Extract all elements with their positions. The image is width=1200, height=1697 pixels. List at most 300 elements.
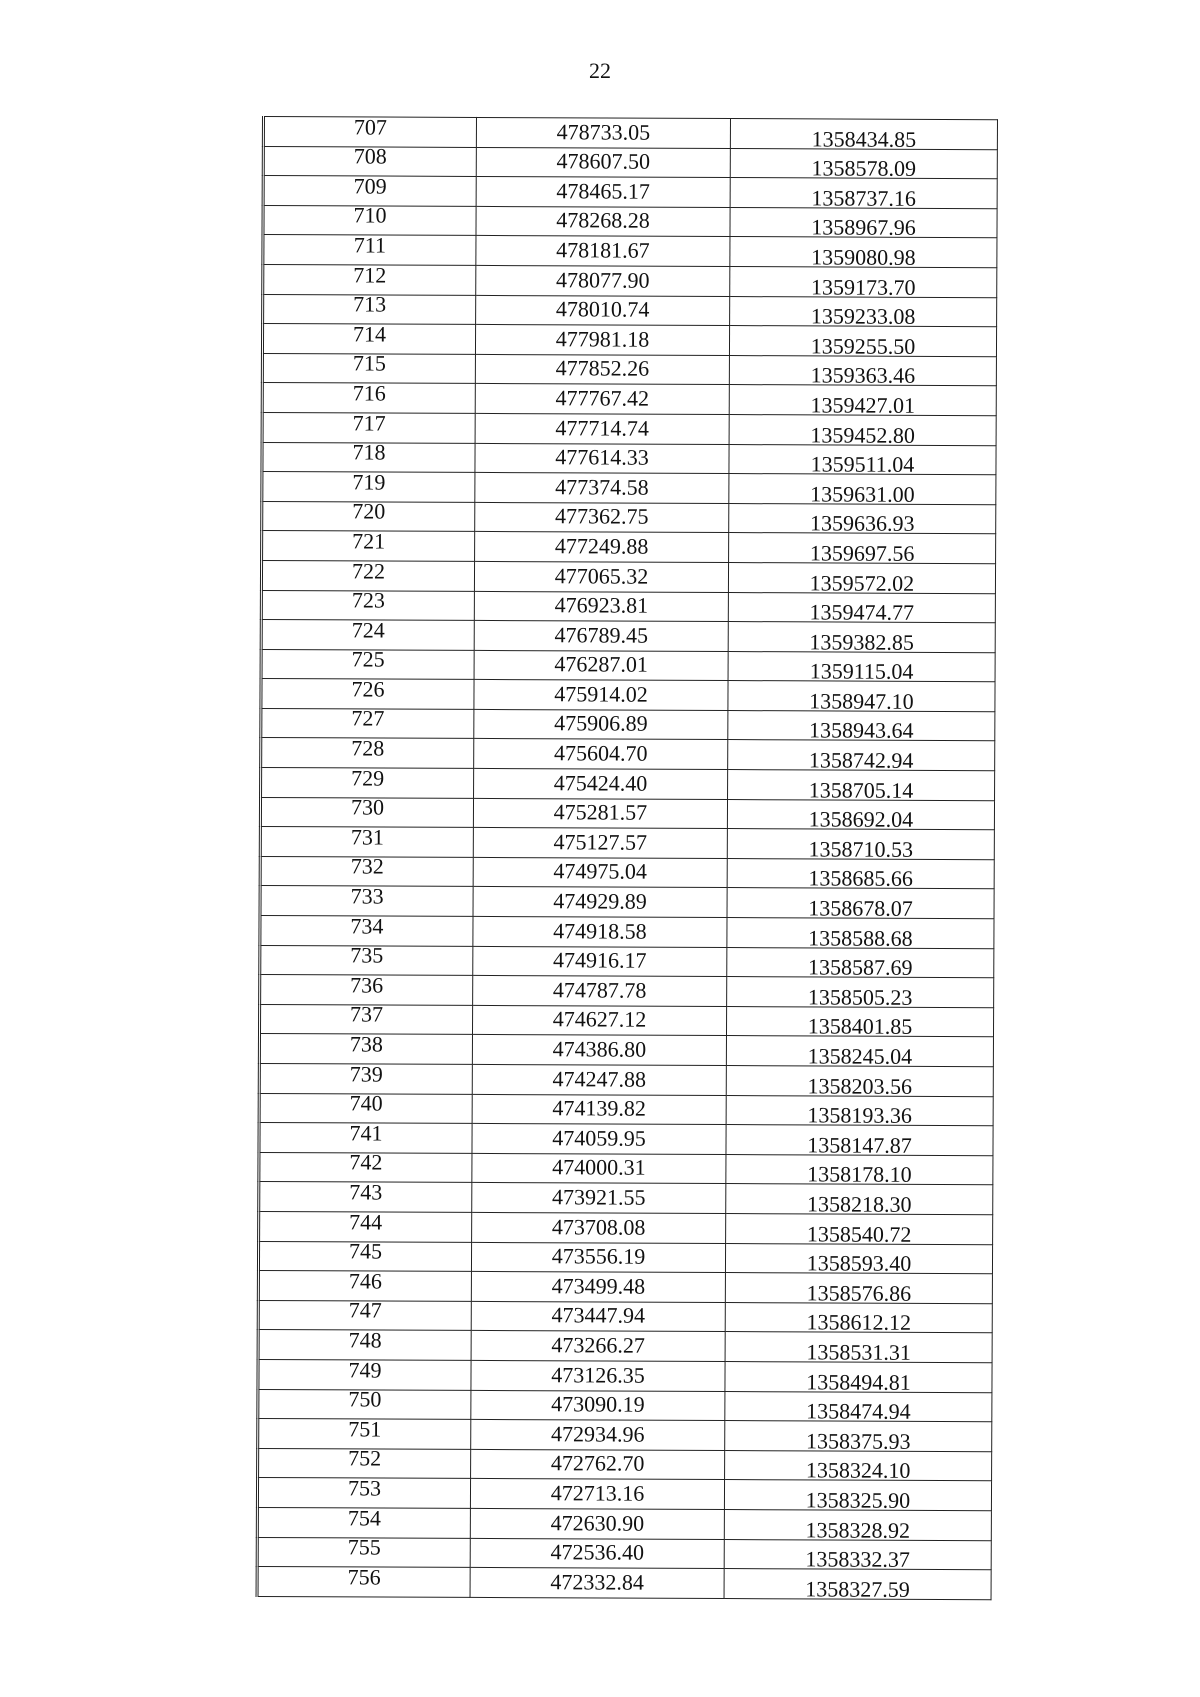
x-coordinate-cell [472, 1124, 726, 1155]
cell-text: 1359233.08 [810, 303, 916, 330]
x-coordinate-cell [472, 1094, 726, 1125]
y-coordinate-cell [724, 1509, 991, 1543]
x-coordinate-cell [471, 1272, 725, 1303]
cell-text: 1358178.10 [807, 1161, 912, 1188]
point-number-cell [262, 439, 475, 473]
point-number-cell [263, 173, 476, 207]
point-number-cell [261, 557, 474, 591]
cell-text: 1358505.23 [807, 984, 913, 1010]
x-coordinate-cell [470, 1538, 724, 1569]
point-number-cell [260, 972, 473, 1006]
cell-text: 478465.17 [556, 178, 650, 204]
x-coordinate-cell [471, 1390, 725, 1421]
x-coordinate-cell [473, 976, 727, 1007]
point-number-cell [260, 794, 473, 828]
cell-text: 476287.01 [554, 651, 648, 677]
cell-text: 747 [348, 1297, 382, 1323]
x-coordinate-cell [472, 1212, 726, 1243]
cell-text: 1358576.86 [806, 1280, 912, 1306]
cell-text: 473090.19 [551, 1391, 645, 1417]
cell-text: 478268.28 [556, 207, 650, 234]
y-coordinate-cell [726, 1036, 993, 1067]
cell-text: 742 [349, 1149, 383, 1175]
x-coordinate-cell [471, 1331, 725, 1362]
point-number-cell [260, 853, 473, 887]
point-number-cell [257, 1504, 470, 1538]
point-number-cell [259, 1031, 472, 1065]
cell-text: 740 [349, 1090, 383, 1116]
y-coordinate-cell [724, 1480, 991, 1511]
point-number-cell [258, 1327, 471, 1361]
y-coordinate-cell [727, 858, 994, 892]
cell-text: 724 [351, 617, 385, 643]
cell-text: 1358328.92 [805, 1516, 911, 1543]
point-number-cell [259, 1060, 472, 1094]
point-number-cell [261, 617, 474, 651]
x-coordinate-cell [475, 354, 729, 385]
x-coordinate-cell [471, 1420, 725, 1451]
cell-text: 751 [348, 1416, 382, 1442]
cell-text: 1358332.37 [805, 1546, 911, 1572]
x-coordinate-cell [473, 946, 727, 977]
cell-text: 473447.94 [551, 1302, 646, 1329]
cell-text: 707 [353, 113, 388, 140]
cell-text: 720 [352, 498, 386, 524]
cell-text: 475906.89 [554, 710, 648, 737]
y-coordinate-cell [726, 1214, 993, 1245]
cell-text: 473126.35 [551, 1361, 645, 1388]
cell-text: 472713.16 [550, 1480, 645, 1506]
cell-text: 1358587.69 [807, 954, 913, 981]
cell-text: 709 [353, 173, 387, 199]
cell-text: 473266.27 [551, 1332, 645, 1358]
cell-text: 1358578.09 [811, 155, 917, 182]
cell-text: 475604.70 [553, 740, 648, 766]
cell-text: 474787.78 [552, 977, 647, 1003]
cell-text: 1359636.93 [809, 510, 915, 537]
cell-text: 1358588.68 [808, 925, 913, 951]
x-coordinate-cell [476, 236, 730, 267]
point-number-cell [262, 409, 475, 443]
point-number-cell [261, 765, 474, 799]
y-coordinate-cell [728, 770, 995, 801]
y-coordinate-cell [729, 474, 996, 505]
cell-text: 1358325.90 [805, 1487, 911, 1513]
cell-text: 1358710.53 [808, 836, 914, 862]
point-number-cell [258, 1356, 471, 1390]
cell-text: 733 [350, 883, 384, 909]
x-coordinate-cell [471, 1360, 725, 1391]
point-number-cell [261, 676, 474, 710]
point-number-cell [260, 913, 473, 947]
cell-text: 475914.02 [554, 681, 648, 707]
cell-text: 744 [349, 1208, 383, 1235]
cell-text: 477767.42 [555, 385, 650, 411]
point-number-cell [260, 942, 473, 976]
y-coordinate-cell [730, 119, 997, 150]
cell-text: 1358434.85 [811, 125, 917, 152]
x-coordinate-cell [475, 473, 729, 504]
cell-text: 725 [351, 646, 385, 672]
y-coordinate-cell [728, 710, 995, 744]
cell-text: 476789.45 [554, 621, 649, 648]
y-coordinate-cell [727, 888, 994, 919]
point-number-cell [259, 1120, 472, 1154]
cell-text: 477852.26 [555, 355, 650, 382]
x-coordinate-cell [472, 1005, 726, 1036]
x-coordinate-cell [475, 443, 729, 474]
y-coordinate-cell [730, 267, 997, 298]
y-coordinate-cell [727, 799, 994, 833]
point-number-cell [258, 1268, 471, 1302]
cell-text: 714 [352, 321, 387, 347]
cell-text: 474918.58 [553, 917, 647, 944]
cell-text: 717 [352, 409, 386, 436]
x-coordinate-cell [472, 1035, 726, 1066]
cell-text: 726 [351, 676, 385, 702]
cell-text: 1358540.72 [806, 1220, 912, 1247]
cell-text: 1358147.87 [807, 1132, 912, 1158]
y-coordinate-cell [725, 1361, 992, 1395]
x-coordinate-cell [473, 798, 727, 829]
cell-text: 473921.55 [551, 1184, 646, 1210]
cell-text: 1359631.00 [810, 481, 915, 507]
point-number-cell [258, 1416, 471, 1450]
cell-text: 753 [347, 1475, 382, 1501]
y-coordinate-cell [725, 1243, 992, 1274]
cell-text: 478733.05 [556, 118, 651, 145]
cell-text: 1358612.12 [806, 1309, 912, 1336]
y-coordinate-cell [730, 148, 997, 182]
point-number-cell [263, 143, 476, 177]
cell-text: 1358737.16 [811, 185, 916, 211]
y-coordinate-cell [726, 1066, 993, 1097]
cell-text: 1358193.36 [807, 1102, 912, 1129]
point-number-cell [262, 528, 475, 562]
cell-text: 735 [350, 942, 384, 968]
x-coordinate-cell [475, 532, 729, 563]
y-coordinate-cell [725, 1391, 992, 1422]
y-coordinate-cell [725, 1273, 992, 1304]
cell-text: 743 [349, 1179, 383, 1205]
point-number-cell [257, 1564, 470, 1598]
cell-text: 1358943.64 [809, 717, 914, 744]
cell-text: 474916.17 [553, 947, 647, 973]
cell-text: 478607.50 [556, 148, 651, 174]
y-coordinate-cell [726, 1184, 993, 1215]
cell-text: 712 [353, 261, 387, 288]
cell-text: 727 [351, 705, 385, 732]
cell-text: 1358742.94 [808, 747, 914, 773]
y-coordinate-cell [727, 977, 994, 1008]
x-coordinate-cell [470, 1568, 724, 1599]
y-coordinate-cell [728, 562, 995, 596]
cell-text: 752 [348, 1445, 382, 1471]
cell-text: 477065.32 [554, 562, 649, 589]
cell-text: 708 [353, 143, 387, 169]
cell-text: 1358705.14 [808, 777, 914, 803]
coordinates-table-body [257, 113, 997, 1602]
point-number-cell [261, 587, 474, 621]
x-coordinate-cell [473, 887, 727, 918]
cell-text: 1359427.01 [810, 392, 916, 418]
y-coordinate-cell [725, 1332, 992, 1363]
cell-text: 474386.80 [552, 1036, 647, 1062]
cell-text: 1358593.40 [806, 1250, 912, 1276]
cell-text: 1358245.04 [807, 1043, 913, 1069]
cell-text: 1359474.77 [809, 599, 915, 625]
cell-text: 716 [352, 380, 386, 406]
y-coordinate-cell [726, 1125, 993, 1156]
point-number-cell [258, 1297, 471, 1331]
cell-text: 472630.90 [550, 1509, 645, 1536]
x-coordinate-cell [474, 768, 728, 799]
cell-text: 749 [348, 1356, 382, 1383]
y-coordinate-cell [729, 355, 996, 389]
x-coordinate-cell [476, 117, 730, 148]
cell-text: 1359363.46 [810, 362, 916, 389]
point-number-cell [261, 735, 474, 769]
cell-text: 729 [351, 765, 385, 791]
cell-text: 741 [349, 1120, 383, 1146]
cell-text: 477714.74 [555, 414, 649, 441]
cell-text: 475127.57 [553, 829, 648, 855]
point-number-cell [262, 321, 475, 355]
coordinates-table [256, 113, 998, 1602]
cell-text: 710 [353, 202, 387, 228]
point-number-cell [263, 261, 476, 295]
cell-text: 473499.48 [551, 1273, 646, 1299]
x-coordinate-cell [474, 621, 728, 652]
point-number-cell [259, 1090, 472, 1124]
point-number-cell [258, 1445, 471, 1479]
x-coordinate-cell [475, 502, 729, 533]
cell-text: 746 [348, 1268, 382, 1294]
cell-text: 473556.19 [551, 1243, 646, 1269]
cell-text: 1358375.93 [805, 1428, 911, 1454]
cell-text: 1358218.30 [806, 1191, 912, 1217]
y-coordinate-cell [724, 1569, 991, 1600]
cell-text: 718 [352, 439, 386, 465]
cell-text: 477374.58 [555, 474, 649, 500]
cell-text: 1358967.96 [811, 214, 916, 241]
cell-text: 721 [352, 528, 386, 554]
cell-text: 1359697.56 [809, 540, 915, 566]
cell-text: 715 [352, 350, 386, 376]
cell-text: 1358685.66 [808, 865, 913, 892]
y-coordinate-cell [729, 326, 996, 357]
x-coordinate-cell [476, 177, 730, 208]
cell-text: 1359452.80 [810, 421, 915, 448]
cell-text: 750 [348, 1386, 382, 1412]
cell-text: 736 [350, 972, 384, 998]
y-coordinate-cell [727, 947, 994, 981]
cell-text: 756 [347, 1564, 381, 1590]
y-coordinate-cell [730, 296, 997, 330]
cell-text: 711 [353, 232, 387, 258]
x-coordinate-cell [476, 265, 730, 296]
cell-text: 477981.18 [555, 326, 650, 352]
cell-text: 1358401.85 [807, 1013, 913, 1040]
cell-text: 474000.31 [552, 1154, 646, 1181]
cell-text: 1359511.04 [810, 451, 915, 477]
y-coordinate-cell [728, 592, 995, 623]
cell-text: 732 [350, 853, 384, 879]
y-coordinate-cell [728, 651, 995, 685]
cell-text: 1359173.70 [810, 273, 916, 300]
x-coordinate-cell [475, 325, 729, 356]
cell-text: 730 [350, 794, 385, 820]
x-coordinate-cell [474, 739, 728, 770]
point-number-cell [257, 1534, 470, 1568]
cell-text: 731 [350, 824, 384, 850]
cell-text: 472934.96 [550, 1420, 645, 1447]
x-coordinate-cell [474, 680, 728, 711]
cell-text: 748 [348, 1327, 382, 1353]
point-number-cell [263, 291, 476, 325]
cell-text: 477249.88 [554, 533, 649, 559]
x-coordinate-cell [470, 1508, 724, 1539]
cell-text: 1358947.10 [809, 688, 914, 714]
cell-text: 1358494.81 [806, 1368, 911, 1395]
cell-text: 1358531.31 [806, 1339, 911, 1365]
cell-text: 1358678.07 [808, 895, 913, 921]
x-coordinate-cell [471, 1301, 725, 1332]
y-coordinate-cell [727, 829, 994, 860]
y-coordinate-cell [726, 1006, 993, 1040]
cell-text: 474247.88 [552, 1065, 647, 1092]
cell-text: 713 [353, 291, 387, 317]
cell-text: 755 [347, 1534, 381, 1560]
cell-text: 734 [350, 913, 384, 939]
x-coordinate-cell [471, 1449, 725, 1480]
y-coordinate-cell [724, 1539, 991, 1570]
x-coordinate-cell [474, 709, 728, 740]
point-number-cell [261, 705, 474, 739]
page-number: 22 [589, 58, 611, 83]
cell-text: 1358692.04 [808, 806, 914, 833]
point-number-cell [262, 380, 475, 414]
point-number-cell [261, 646, 474, 680]
cell-text: 1359080.98 [811, 244, 916, 270]
x-coordinate-cell [470, 1479, 724, 1510]
cell-text: 754 [347, 1504, 381, 1531]
cell-text: 738 [349, 1031, 384, 1057]
y-coordinate-cell [725, 1450, 992, 1484]
y-coordinate-cell [730, 178, 997, 209]
x-coordinate-cell [475, 384, 729, 415]
cell-text: 745 [348, 1238, 383, 1264]
cell-text: 1359382.85 [809, 629, 915, 655]
point-number-cell [262, 498, 475, 532]
cell-text: 1358474.94 [806, 1398, 911, 1424]
y-coordinate-cell [728, 681, 995, 712]
y-coordinate-cell [728, 622, 995, 653]
y-coordinate-cell [730, 237, 997, 268]
y-coordinate-cell [729, 444, 996, 475]
cell-text: 474975.04 [553, 858, 648, 885]
point-number-cell [263, 113, 476, 148]
cell-text: 719 [352, 469, 386, 495]
cell-text: 474059.95 [552, 1125, 646, 1151]
point-number-cell [259, 1179, 472, 1213]
point-number-cell [259, 1001, 472, 1035]
cell-text: 477614.33 [555, 444, 649, 470]
x-coordinate-cell [473, 828, 727, 859]
point-number-cell [258, 1386, 471, 1420]
cell-text: 723 [351, 587, 385, 613]
x-coordinate-cell [476, 295, 730, 326]
x-coordinate-cell [471, 1242, 725, 1273]
cell-text: 475424.40 [553, 769, 648, 796]
point-number-cell [259, 1208, 472, 1242]
point-number-cell [257, 1475, 470, 1509]
point-number-cell [263, 232, 476, 266]
cell-text: 739 [349, 1060, 383, 1087]
point-number-cell [260, 883, 473, 917]
x-coordinate-cell [472, 1064, 726, 1095]
cell-text: 478010.74 [555, 296, 650, 322]
y-coordinate-cell [726, 1154, 993, 1188]
cell-text: 474139.82 [552, 1095, 646, 1121]
cell-text: 476923.81 [554, 592, 649, 618]
y-coordinate-cell [729, 414, 996, 448]
y-coordinate-cell [729, 385, 996, 416]
y-coordinate-cell [729, 533, 996, 564]
cell-text: 473708.08 [551, 1213, 646, 1240]
x-coordinate-cell [474, 591, 728, 622]
point-number-cell [262, 469, 475, 503]
cell-text: 472762.70 [550, 1450, 645, 1476]
y-coordinate-cell [725, 1421, 992, 1452]
point-number-cell [258, 1238, 471, 1272]
y-coordinate-cell [729, 503, 996, 537]
cell-text: 474627.12 [552, 1006, 647, 1033]
x-coordinate-cell [475, 413, 729, 444]
point-number-cell [259, 1149, 472, 1183]
x-coordinate-cell [473, 916, 727, 947]
point-number-cell [263, 202, 476, 236]
cell-text: 722 [351, 557, 386, 584]
cell-text: 472332.84 [550, 1568, 644, 1595]
x-coordinate-cell [476, 206, 730, 237]
cell-text: 475281.57 [553, 799, 648, 825]
cell-text: 474929.89 [553, 888, 647, 914]
y-coordinate-cell [730, 207, 997, 241]
point-number-cell [260, 824, 473, 858]
point-number-cell [262, 350, 475, 384]
cell-text: 478181.67 [556, 237, 650, 263]
cell-text: 737 [350, 1001, 384, 1027]
cell-text: 472536.40 [550, 1539, 645, 1565]
cell-text: 1358324.10 [805, 1457, 911, 1484]
cell-text: 1359255.50 [810, 333, 916, 359]
x-coordinate-cell [472, 1153, 726, 1184]
cell-text: 478077.90 [555, 266, 650, 293]
x-coordinate-cell [472, 1183, 726, 1214]
y-coordinate-cell [726, 1095, 993, 1129]
cell-text: 1358327.59 [805, 1576, 910, 1602]
cell-text: 1358203.56 [807, 1072, 913, 1099]
x-coordinate-cell [474, 561, 728, 592]
x-coordinate-cell [473, 857, 727, 888]
cell-text: 1359572.02 [809, 569, 915, 596]
cell-text: 477362.75 [554, 503, 649, 530]
x-coordinate-cell [476, 147, 730, 178]
x-coordinate-cell [474, 650, 728, 681]
cell-text: 728 [351, 735, 385, 761]
y-coordinate-cell [728, 740, 995, 771]
